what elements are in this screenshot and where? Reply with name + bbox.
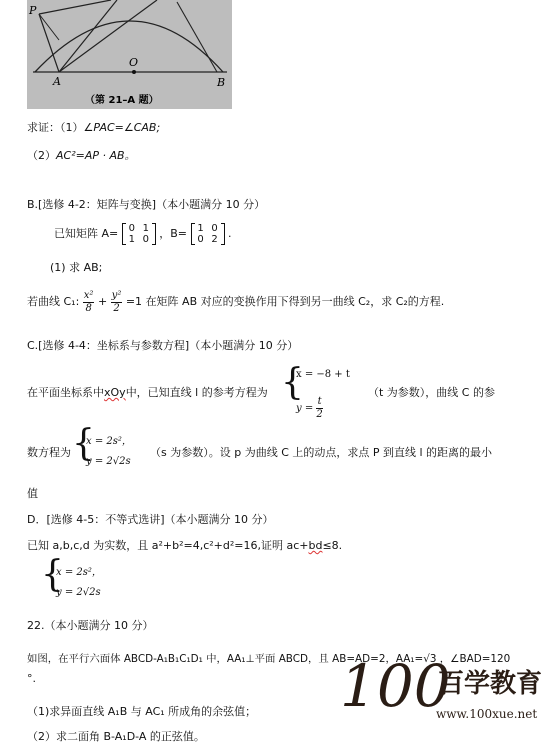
curve-eq-x: x = 2s²， xyxy=(86,436,132,447)
brand-watermark xyxy=(340,650,550,730)
line-eq-y: y = $\frac{t}{2}$ xyxy=(296,396,323,420)
curve-system-brace: { xyxy=(72,423,95,464)
q22-part-1: （1)求异面直线 A₁B 与 AC₁ 所成角的余弦值； xyxy=(27,705,257,718)
prove-part-1: ∠PAC=∠CAB; xyxy=(83,121,161,134)
matrix-separator: ，B= xyxy=(159,227,188,240)
xoy-term: xOy xyxy=(104,386,126,399)
statement-text: 已知 a,b,c,d 为实数，且 a²+b²=4,c²+d²=16,证明 ac+ xyxy=(27,539,309,552)
curve-plus: + xyxy=(97,295,108,308)
curve-fraction-1: $\frac{\text{x²}}{8}$ xyxy=(83,289,94,314)
prove-part-2: AC²=AP · AB。 xyxy=(56,149,136,162)
d-system-brace: { xyxy=(41,554,64,595)
figure-caption: （第 21–A 题） xyxy=(85,95,159,106)
matrix-b: 1 0 0 2 xyxy=(191,223,225,245)
matrix-a: 0 1 1 0 xyxy=(122,223,156,245)
line-mid: 中，已知直线 l 的参考方程为 xyxy=(125,386,268,399)
q22-title: 22.（本小题满分 10 分） xyxy=(27,619,154,632)
q22-body: 如图，在平行六面体 ABCD-A₁B₁C₁D₁ 中，AA₁⊥平面 ABCD，且 AB=AD=2，AA₁=√3 ，∠BAD=120 xyxy=(27,653,511,665)
brand-number: 100 xyxy=(340,652,451,720)
bd-term: bd xyxy=(308,539,323,552)
line-system-brace: { xyxy=(281,362,304,403)
point-o-label: O xyxy=(129,56,139,69)
point-b-label: B xyxy=(217,76,226,89)
statement-end: ≤8. xyxy=(322,539,343,552)
curve-eq-y: y = 2√2s xyxy=(86,456,131,467)
curve-param-rest: （s 为参数）。设 p 为曲线 C 上的动点，求点 P 到直线 l 的距离的最小 xyxy=(150,446,493,459)
point-p-label: P xyxy=(29,4,37,17)
curve-param-prefix: 数方程为 xyxy=(27,446,71,459)
prove-part-2-prefix: （2） xyxy=(27,149,56,162)
d-eq-x: x = 2s²， xyxy=(56,567,102,578)
section-b-part-1: (1) 求 AB; xyxy=(50,261,103,274)
q22-part-2: （2）求二面角 B-A₁D-A 的正弦值。 xyxy=(27,730,205,743)
section-b-title: B.[选修 4-2：矩阵与变换]（本小题满分 10 分） xyxy=(27,198,266,211)
section-c-title: C.[选修 4-4：坐标系与参数方程]（本小题满分 10 分） xyxy=(27,339,299,352)
matrix-given-end: . xyxy=(228,227,232,240)
section-d-statement xyxy=(27,537,342,553)
point-a-label: A xyxy=(53,75,61,88)
brand-name: 百学教育 xyxy=(438,669,543,699)
d-eq-y: y = 2√2s xyxy=(56,587,101,598)
curve-rest: 在矩阵 AB 对应的变换作用下得到另一曲线 C₂，求 C₂的方程. xyxy=(145,295,445,308)
section-d-title: D．[选修 4-5：不等式选讲]（本小题满分 10 分） xyxy=(27,513,274,526)
matrix-given-line xyxy=(54,223,232,245)
prove-line-2 xyxy=(27,147,136,163)
matrix-given-prefix: 已知矩阵 A= xyxy=(54,227,119,240)
curve-equals: =1 xyxy=(125,295,143,308)
curve-prefix: 若曲线 C₁: xyxy=(27,295,80,308)
line-eq-x: x = −8 + t xyxy=(296,369,350,380)
line-eq-y-fraction: $\frac{t}{2}$ xyxy=(316,396,323,420)
prove-line-1 xyxy=(27,119,160,135)
line-prefix: 在平面坐标系中 xyxy=(27,386,104,399)
q22-degree: °. xyxy=(27,672,36,685)
brand-url: www.100xue.net xyxy=(436,707,538,721)
brand-logo-icon xyxy=(340,650,550,730)
line-param-intro xyxy=(27,384,268,400)
curve-line xyxy=(27,287,444,317)
geometry-figure xyxy=(27,0,232,109)
line-param-note: （t 为参数），曲线 C 的参 xyxy=(368,386,495,399)
curve-fraction-2: $\frac{\text{y²}}{2}$ xyxy=(111,289,122,314)
curve-param-tail: 值 xyxy=(27,487,38,500)
prove-label: 求证：（1） xyxy=(27,121,84,134)
